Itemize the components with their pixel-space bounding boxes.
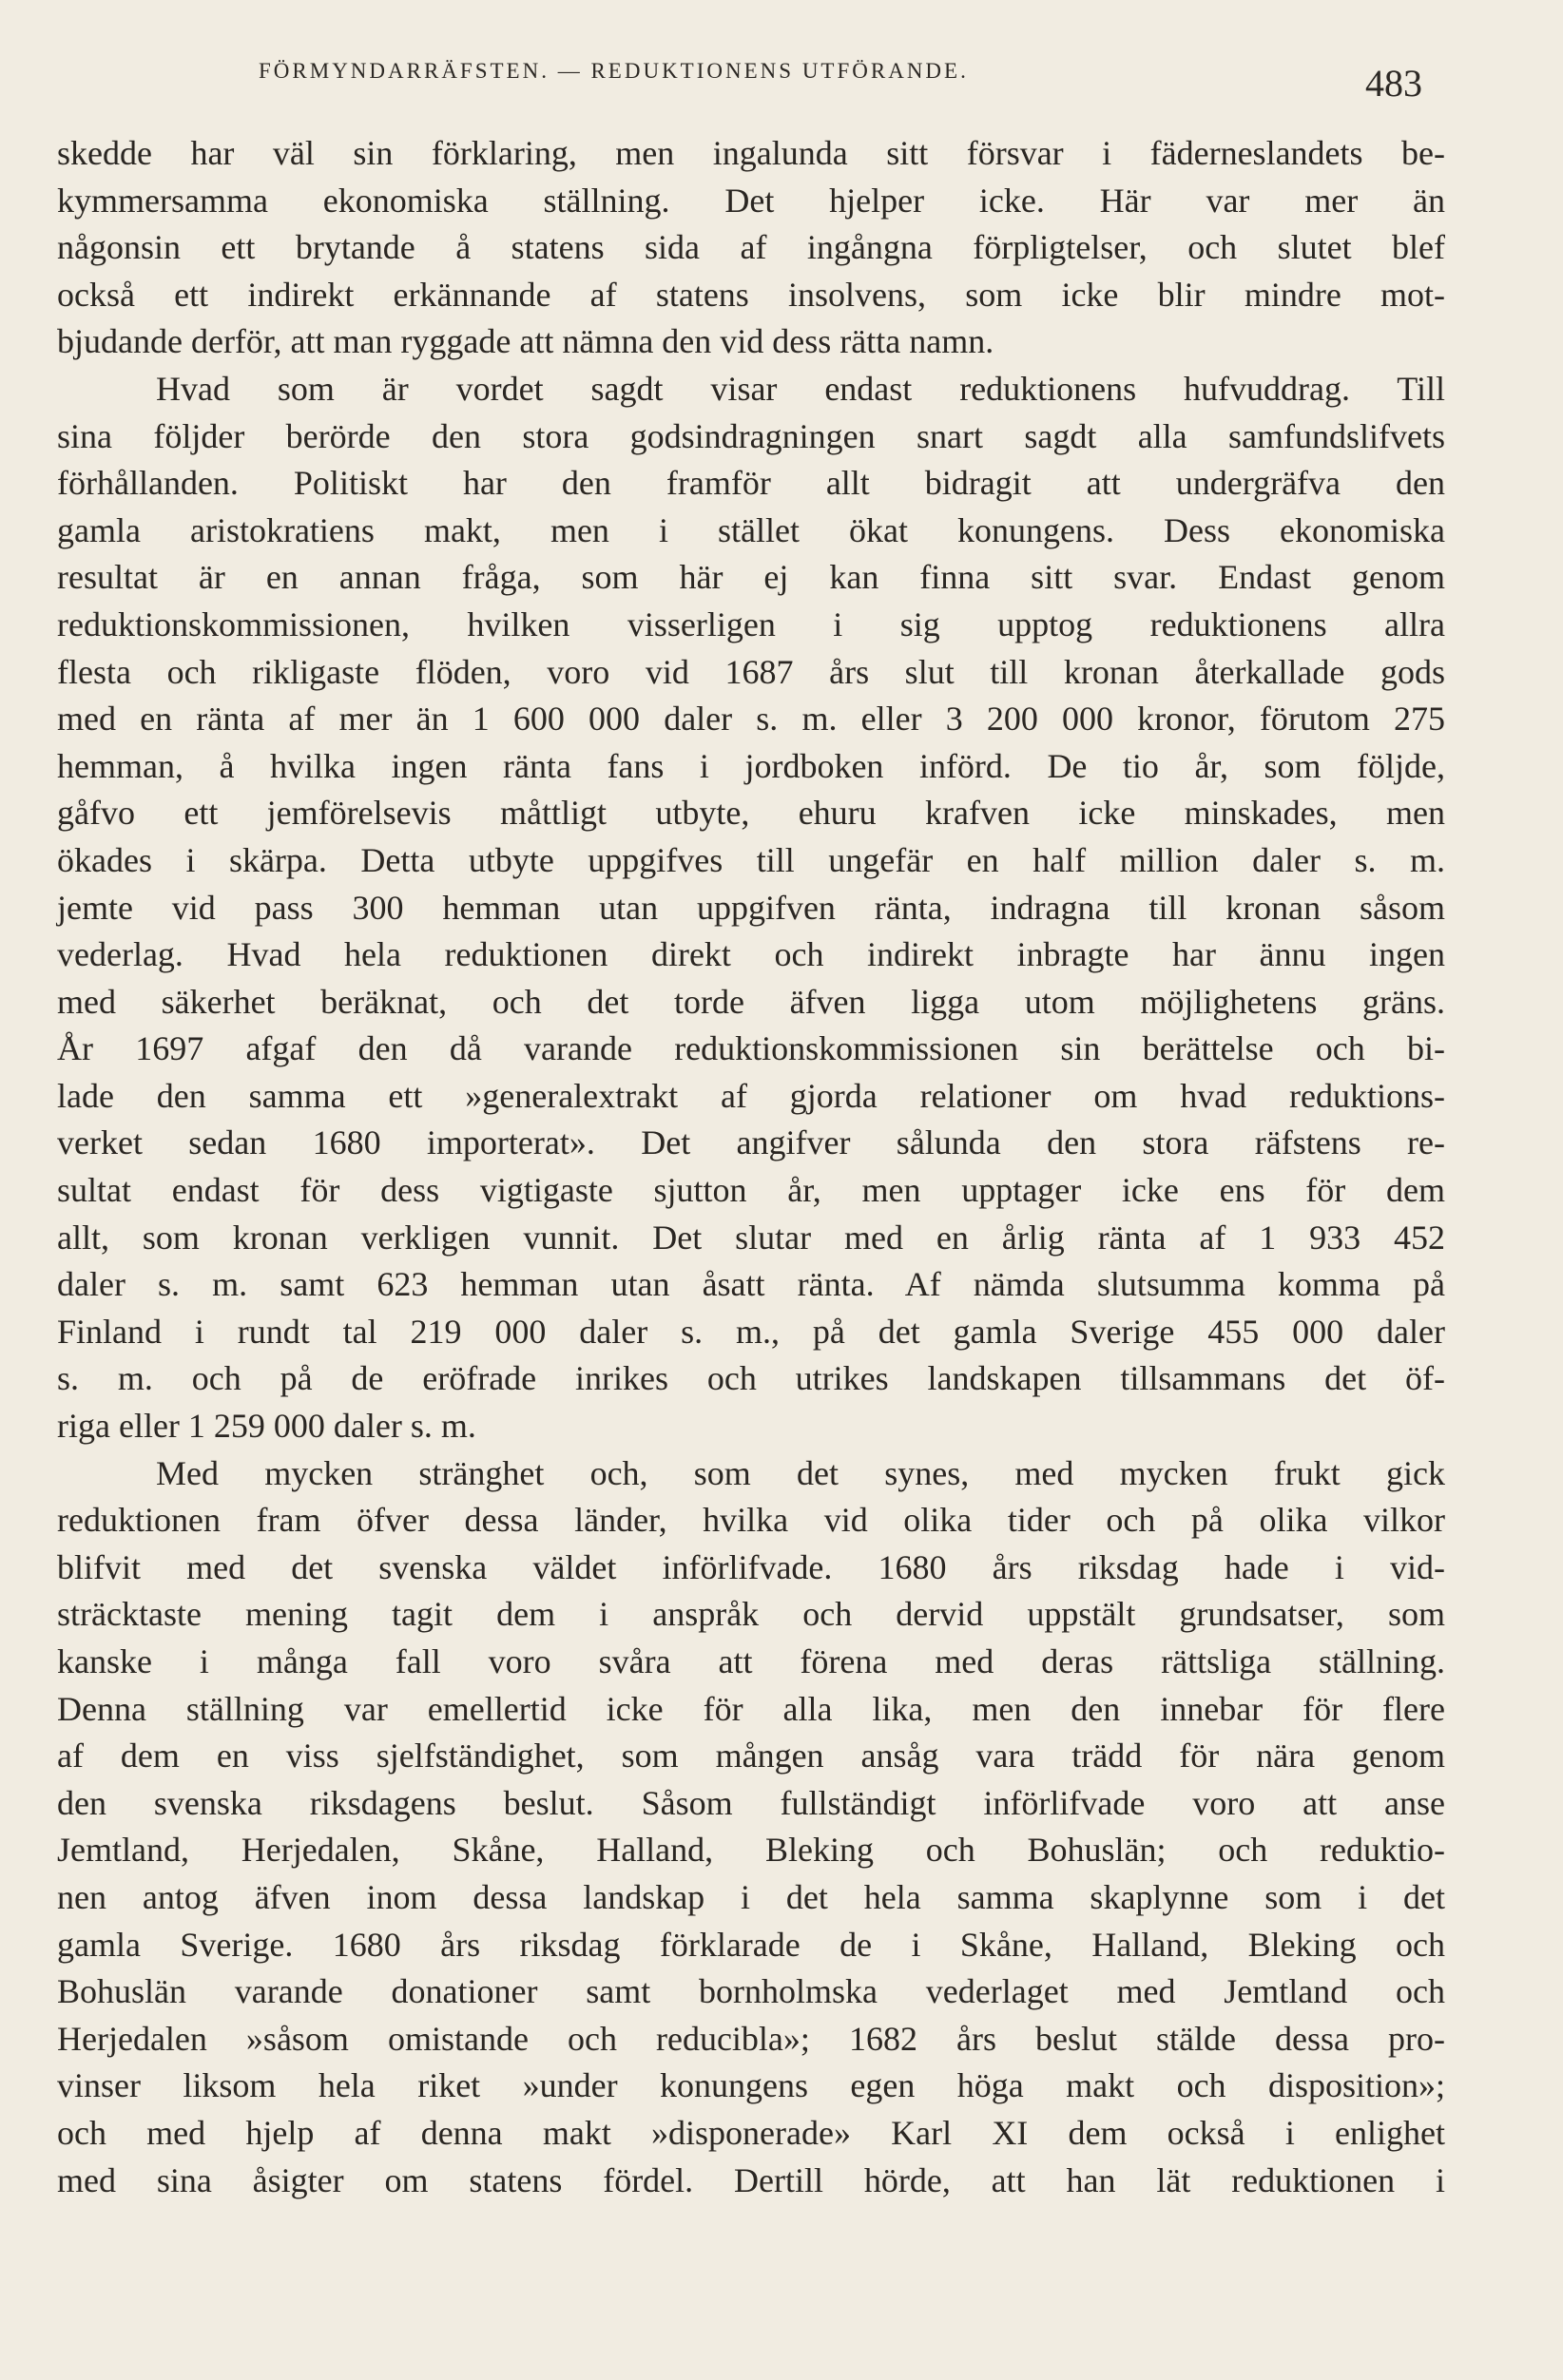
text-line: hemman, å hvilka ingen ränta fans i jordboken införd. De tio år, som följde, xyxy=(57,746,1445,785)
text-line: sina följder berörde den stora godsindragningen snart sagdt alla samfundslifvets xyxy=(57,416,1445,455)
text-line: flesta och rikligaste flöden, voro vid 1687 års slut till kronan återkallade gods xyxy=(57,652,1445,691)
text-line: jemte vid pass 300 hemman utan uppgifven ränta, indragna till kronan såsom xyxy=(57,888,1445,927)
text-line: s. m. och på de eröfrade inrikes och utrikes landskapen tillsammans det öf- xyxy=(57,1359,1445,1398)
text-line: kymmersamma ekonomiska ställning. Det hjelper icke. Här var mer än xyxy=(57,181,1445,220)
text-line: också ett indirekt erkännande af statens insolvens, som icke blir mindre mot- xyxy=(57,275,1445,314)
text-line: verket sedan 1680 importerat». Det angifver sålunda den stora räfstens re- xyxy=(57,1123,1445,1162)
text-line: sträcktaste mening tagit dem i anspråk och dervid uppstält grundsatser, som xyxy=(57,1595,1445,1634)
text-line: Herjedalen »såsom omistande och reducibla»; 1682 års beslut stälde dessa pro- xyxy=(57,2019,1445,2058)
text-line: blifvit med det svenska väldet införlifvade. 1680 års riksdag hade i vid- xyxy=(57,1547,1445,1586)
text-line: gamla Sverige. 1680 års riksdag förklarade de i Skåne, Halland, Bleking och xyxy=(57,1925,1445,1964)
text-line: gåfvo ett jemförelsevis måttligt utbyte, ehuru krafven icke minskades, men xyxy=(57,794,1445,833)
text-line: sultat endast för dess vigtigaste sjutton år, men upptager icke ens för dem xyxy=(57,1171,1445,1210)
text-line: med en ränta af mer än 1 600 000 daler s. m. eller 3 200 000 kronor, förutom 275 xyxy=(57,700,1445,739)
text-line: gamla aristokratiens makt, men i stället ökat konungens. Dess ekonomiska xyxy=(57,510,1445,549)
page-number: 483 xyxy=(1365,62,1422,105)
text-line: reduktionskommissionen, hvilken visserligen i sig upptog reduktionens allra xyxy=(57,605,1445,643)
text-line: bjudande derför, att man ryggade att nämna den vid dess rätta namn. xyxy=(57,322,994,361)
text-line: med sina åsigter om statens fördel. Dertill hörde, att han lät reduktionen i xyxy=(57,2160,1445,2199)
text-line: daler s. m. samt 623 hemman utan åsatt ränta. Af nämda slutsumma komma på xyxy=(57,1265,1445,1304)
text-line: Denna ställning var emellertid icke för alla lika, men den innebar för flere xyxy=(57,1689,1445,1728)
text-line: kanske i många fall voro svåra att förena med deras rättsliga ställning. xyxy=(57,1642,1445,1680)
text-line: vederlag. Hvad hela reduktionen direkt och indirekt inbragte har ännu ingen xyxy=(57,935,1445,974)
paragraph-first-line: Med mycken stränghet och, som det synes, med mycken frukt gick xyxy=(156,1453,1445,1492)
text-line: förhållanden. Politiskt har den framför allt bidragit att undergräfva den xyxy=(57,464,1445,503)
text-line: Bohuslän varande donationer samt bornholmska vederlaget med Jemtland och xyxy=(57,1972,1445,2011)
running-head: FÖRMYNDARRÄFSTEN. — REDUKTIONENS UTFÖRANDE. xyxy=(259,59,969,83)
text-line: ökades i skärpa. Detta utbyte uppgifves till ungefär en half million daler s. m. xyxy=(57,840,1445,879)
text-line: nen antog äfven inom dessa landskap i det hela samma skaplynne som i det xyxy=(57,1877,1445,1916)
paragraph-first-line: Hvad som är vordet sagdt visar endast reduktionens hufvuddrag. Till xyxy=(156,369,1445,408)
text-line: allt, som kronan verkligen vunnit. Det slutar med en årlig ränta af 1 933 452 xyxy=(57,1218,1445,1257)
text-line: reduktionen fram öfver dessa länder, hvilka vid olika tider och på olika vilkor xyxy=(57,1501,1445,1540)
text-line: den svenska riksdagens beslut. Såsom fullständigt införlifvade voro att anse xyxy=(57,1783,1445,1822)
text-line: någonsin ett brytande å statens sida af ingångna förpligtelser, och slutet blef xyxy=(57,228,1445,267)
text-line: resultat är en annan fråga, som här ej kan finna sitt svar. Endast genom xyxy=(57,558,1445,597)
body-text xyxy=(57,130,1445,2204)
text-line: skedde har väl sin förklaring, men ingalunda sitt försvar i fäderneslandets be- xyxy=(57,134,1445,172)
text-line: lade den samma ett »generalextrakt af gjorda relationer om hvad reduktions- xyxy=(57,1076,1445,1115)
text-line: af dem en viss sjelfständighet, som mången ansåg vara trädd för nära genom xyxy=(57,1737,1445,1775)
text-line: Jemtland, Herjedalen, Skåne, Halland, Bleking och Bohuslän; och reduktio- xyxy=(57,1831,1445,1870)
text-line: och med hjelp af denna makt »disponerade» Karl XI dem också i enlighet xyxy=(57,2113,1445,2152)
text-line: Finland i rundt tal 219 000 daler s. m., på det gamla Sverige 455 000 daler xyxy=(57,1312,1445,1351)
text-line: vinser liksom hela riket »under konungens egen höga makt och disposition»; xyxy=(57,2066,1445,2105)
text-line: riga eller 1 259 000 daler s. m. xyxy=(57,1407,476,1446)
text-line: med säkerhet beräknat, och det torde äfven ligga utom möjlighetens gräns. xyxy=(57,982,1445,1021)
text-line: År 1697 afgaf den då varande reduktionskommissionen sin berättelse och bi- xyxy=(57,1029,1445,1068)
